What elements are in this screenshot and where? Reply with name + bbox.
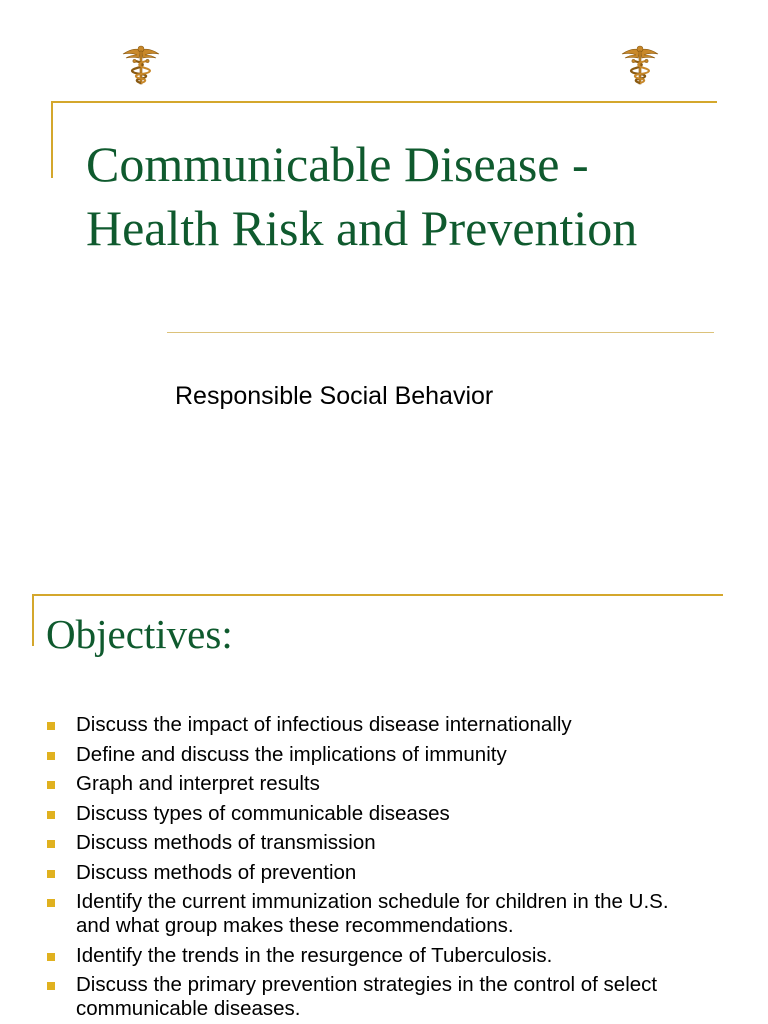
list-item <box>46 772 746 796</box>
list-item <box>46 973 746 1021</box>
slide-subtitle: Responsible Social Behavior <box>175 382 494 410</box>
list-item <box>46 713 746 737</box>
heading-rule-horizontal <box>32 594 723 596</box>
title-line-2: Health Risk and Prevention <box>86 200 638 256</box>
list-item-text-cont: communicable diseases. <box>76 997 301 1020</box>
bullet-icon <box>47 899 55 907</box>
list-item-text: Discuss the impact of infectious disease internationally <box>76 713 572 736</box>
list-item <box>46 743 746 767</box>
bullet-icon <box>47 752 55 760</box>
objectives-list <box>46 713 746 1024</box>
slide-title <box>86 132 726 260</box>
list-item-text: Identify the current immunization schedule for children in the U.S. <box>76 890 669 913</box>
bullet-icon <box>47 722 55 730</box>
bullet-icon <box>47 781 55 789</box>
list-item-text: Define and discuss the implications of immunity <box>76 742 507 766</box>
caduceus-icon <box>620 44 660 86</box>
list-item <box>46 944 746 968</box>
list-item <box>46 831 746 855</box>
list-item-text: Discuss the primary prevention strategies in the control of select <box>76 973 658 996</box>
heading-rule-vertical <box>32 594 34 646</box>
bullet-icon <box>47 953 55 961</box>
caduceus-icon <box>121 44 161 86</box>
list-item-text: Graph and interpret results <box>76 772 320 795</box>
objectives-slide <box>0 576 768 1024</box>
list-item-text: Discuss methods of transmission <box>76 831 376 854</box>
list-item-text: Identify the trends in the resurgence of Tuberculosis. <box>76 943 553 967</box>
title-line-1: Communicable Disease - <box>86 136 589 192</box>
bullet-icon <box>47 982 55 990</box>
list-item-text: Discuss methods of prevention <box>76 860 357 884</box>
bullet-icon <box>47 811 55 819</box>
list-item-text-cont: and what group makes these recommendations. <box>76 914 514 937</box>
bullet-icon <box>47 870 55 878</box>
list-item <box>46 802 746 826</box>
bullet-icon <box>47 840 55 848</box>
subtitle-rule <box>167 332 714 333</box>
list-item-text: Discuss types of communicable diseases <box>76 801 450 825</box>
list-item <box>46 861 746 885</box>
top-rule-horizontal <box>51 101 717 103</box>
list-item <box>46 890 746 938</box>
objectives-heading: Objectives: <box>46 611 233 657</box>
top-rule-vertical <box>51 101 53 178</box>
